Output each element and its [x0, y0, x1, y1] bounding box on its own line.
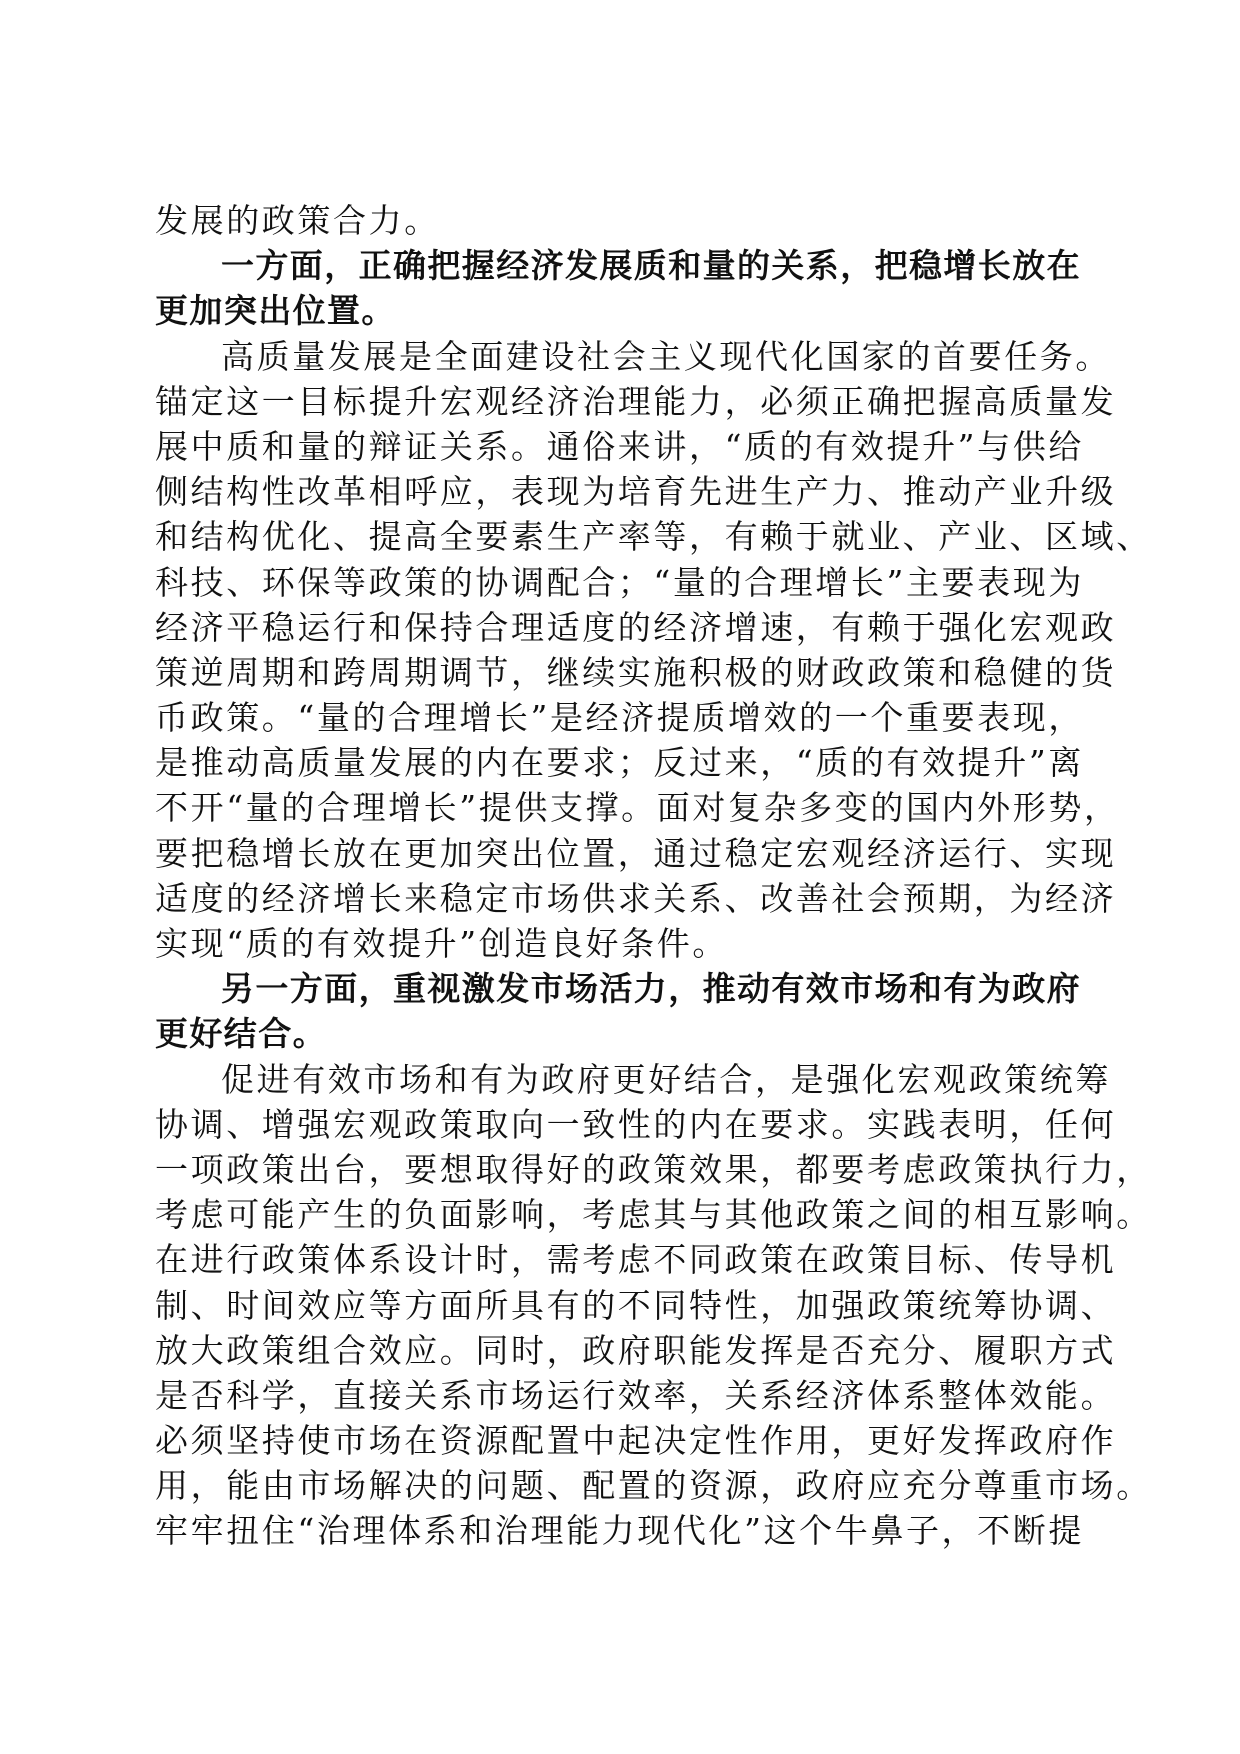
body-line: 协调、增强宏观政策取向一致性的内在要求。实践表明，任何 — [155, 1104, 1117, 1144]
body-line: 适度的经济增长来稳定市场供求关系、改善社会预期，为经济 — [155, 878, 1117, 918]
body-line: 高质量发展是全面建设社会主义现代化国家的首要任务。 — [221, 336, 1111, 376]
body-line: 用，能由市场解决的问题、配置的资源，政府应充分尊重市场。 — [155, 1466, 1152, 1506]
body-line: 放大政策组合效应。同时，政府职能发挥是否充分、履职方式 — [155, 1330, 1117, 1370]
body-line: 不开“量的合理增长”提供支撑。面对复杂多变的国内外形势， — [155, 788, 1120, 828]
body-line: 在进行政策体系设计时，需考虑不同政策在政策目标、传导机 — [155, 1240, 1117, 1280]
section-heading-line: 更好结合。 — [155, 1014, 327, 1054]
body-line: 策逆周期和跨周期调节，继续实施积极的财政政策和稳健的货 — [155, 652, 1117, 692]
body-line: 发展的政策合力。 — [155, 201, 440, 240]
body-line: 要把稳增长放在更加突出位置，通过稳定宏观经济运行、实现 — [155, 833, 1117, 873]
section-heading-line: 一方面，正确把握经济发展质和量的关系，把稳增长放在 — [221, 246, 1081, 286]
section-heading-line: 更加突出位置。 — [155, 291, 396, 331]
body-line: 促进有效市场和有为政府更好结合，是强化宏观政策统筹 — [221, 1059, 1111, 1099]
body-line: 制、时间效应等方面所具有的不同特性，加强政策统筹协调、 — [155, 1285, 1117, 1325]
document-page — [155, 198, 1152, 1554]
body-line: 必须坚持使市场在资源配置中起决定性作用，更好发挥政府作 — [155, 1421, 1117, 1461]
body-line: 是否科学，直接关系市场运行效率，关系经济体系整体效能。 — [155, 1375, 1117, 1415]
body-line: 展中质和量的辩证关系。通俗来讲，“质的有效提升”与供给 — [155, 426, 1084, 466]
body-line: 牢牢扭住“治理体系和治理能力现代化”这个牛鼻子，不断提 — [155, 1511, 1084, 1551]
body-line: 科技、环保等政策的协调配合；“量的合理增长”主要表现为 — [155, 562, 1084, 602]
body-line: 是推动高质量发展的内在要求；反过来，“质的有效提升”离 — [155, 743, 1084, 783]
body-line: 考虑可能产生的负面影响，考虑其与其他政策之间的相互影响。 — [155, 1195, 1152, 1235]
body-line: 一项政策出台，要想取得好的政策效果，都要考虑政策执行力， — [155, 1149, 1152, 1189]
body-line: 锚定这一目标提升宏观经济治理能力，必须正确把握高质量发 — [155, 381, 1117, 421]
body-line: 和结构优化、提高全要素生产率等，有赖于就业、产业、区域、 — [155, 517, 1152, 557]
section-heading-line: 另一方面，重视激发市场活力，推动有效市场和有为政府 — [221, 969, 1081, 1009]
body-line: 经济平稳运行和保持合理适度的经济增速，有赖于强化宏观政 — [155, 607, 1117, 647]
body-line: 币政策。“量的合理增长”是经济提质增效的一个重要表现， — [155, 698, 1084, 738]
body-line: 实现“质的有效提升”创造良好条件。 — [155, 924, 728, 963]
body-line: 侧结构性改革相呼应，表现为培育先进生产力、推动产业升级 — [155, 472, 1117, 512]
